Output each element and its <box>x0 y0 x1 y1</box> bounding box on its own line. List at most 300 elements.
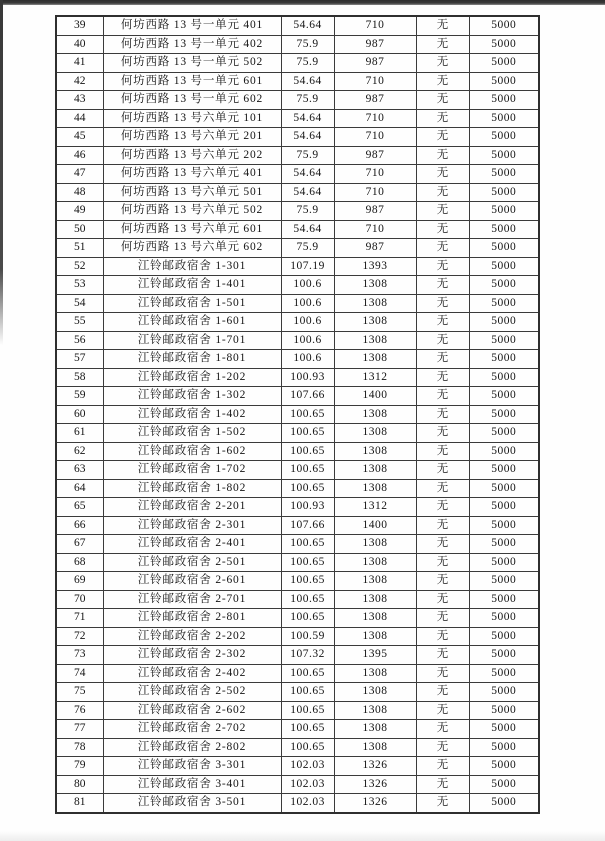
remark-cell: 无 <box>416 387 469 406</box>
row-number-cell: 63 <box>56 461 103 480</box>
table-row <box>56 757 539 776</box>
table-row <box>56 257 539 276</box>
remark-cell: 无 <box>416 627 469 646</box>
deposit-cell: 5000 <box>469 331 539 350</box>
deposit-cell: 5000 <box>469 794 539 813</box>
deposit-cell: 5000 <box>469 720 539 739</box>
area-cell: 100.65 <box>281 683 334 702</box>
area-cell: 54.64 <box>281 72 334 91</box>
address-cell: 江铃邮政宿舍 1-701 <box>103 331 281 350</box>
row-number-cell: 78 <box>56 738 103 757</box>
table-row <box>56 128 539 147</box>
address-cell: 江铃邮政宿舍 1-801 <box>103 350 281 369</box>
table-row <box>56 91 539 110</box>
deposit-cell: 5000 <box>469 738 539 757</box>
area-cell: 54.64 <box>281 16 334 35</box>
table-row <box>56 202 539 221</box>
remark-cell: 无 <box>416 257 469 276</box>
table-row <box>56 387 539 406</box>
remark-cell: 无 <box>416 294 469 313</box>
rent-cell: 1308 <box>334 701 416 720</box>
remark-cell: 无 <box>416 202 469 221</box>
deposit-cell: 5000 <box>469 91 539 110</box>
area-cell: 100.93 <box>281 368 334 387</box>
remark-cell: 无 <box>416 646 469 665</box>
rent-cell: 710 <box>334 165 416 184</box>
table-row <box>56 313 539 332</box>
table-row <box>56 239 539 258</box>
address-cell: 江铃邮政宿舍 2-301 <box>103 516 281 535</box>
rent-cell: 710 <box>334 183 416 202</box>
address-cell: 何坊西路 13 号六单元 201 <box>103 128 281 147</box>
table-row <box>56 572 539 591</box>
address-cell: 江铃邮政宿舍 1-202 <box>103 368 281 387</box>
remark-cell: 无 <box>416 183 469 202</box>
deposit-cell: 5000 <box>469 664 539 683</box>
row-number-cell: 44 <box>56 109 103 128</box>
address-cell: 江铃邮政宿舍 2-702 <box>103 720 281 739</box>
deposit-cell: 5000 <box>469 609 539 628</box>
deposit-cell: 5000 <box>469 16 539 35</box>
area-cell: 75.9 <box>281 202 334 221</box>
table-row <box>56 72 539 91</box>
scan-top-edge-artifact <box>0 0 605 5</box>
rent-cell: 1308 <box>334 294 416 313</box>
remark-cell: 无 <box>416 553 469 572</box>
rent-cell: 1308 <box>334 609 416 628</box>
row-number-cell: 39 <box>56 16 103 35</box>
deposit-cell: 5000 <box>469 35 539 54</box>
rent-cell: 1308 <box>334 590 416 609</box>
area-cell: 107.66 <box>281 387 334 406</box>
row-number-cell: 42 <box>56 72 103 91</box>
table-row <box>56 35 539 54</box>
address-cell: 江铃邮政宿舍 1-502 <box>103 424 281 443</box>
deposit-cell: 5000 <box>469 350 539 369</box>
table-row <box>56 720 539 739</box>
rent-cell: 710 <box>334 109 416 128</box>
address-cell: 何坊西路 13 号六单元 202 <box>103 146 281 165</box>
area-cell: 54.64 <box>281 109 334 128</box>
table-row <box>56 405 539 424</box>
area-cell: 100.65 <box>281 609 334 628</box>
table-row <box>56 664 539 683</box>
area-cell: 100.65 <box>281 535 334 554</box>
address-cell: 江铃邮政宿舍 2-601 <box>103 572 281 591</box>
area-cell: 100.65 <box>281 738 334 757</box>
rent-cell: 1400 <box>334 516 416 535</box>
address-cell: 何坊西路 13 号一单元 601 <box>103 72 281 91</box>
address-cell: 江铃邮政宿舍 2-202 <box>103 627 281 646</box>
row-number-cell: 81 <box>56 794 103 813</box>
row-number-cell: 67 <box>56 535 103 554</box>
table-row <box>56 368 539 387</box>
deposit-cell: 5000 <box>469 72 539 91</box>
area-cell: 100.65 <box>281 664 334 683</box>
area-cell: 100.65 <box>281 405 334 424</box>
row-number-cell: 68 <box>56 553 103 572</box>
rent-cell: 1308 <box>334 479 416 498</box>
rent-cell: 1312 <box>334 498 416 517</box>
remark-cell: 无 <box>416 664 469 683</box>
row-number-cell: 40 <box>56 35 103 54</box>
deposit-cell: 5000 <box>469 516 539 535</box>
deposit-cell: 5000 <box>469 202 539 221</box>
table-row <box>56 609 539 628</box>
scan-bottom-edge-artifact <box>0 831 605 841</box>
table-row <box>56 627 539 646</box>
rent-cell: 987 <box>334 146 416 165</box>
area-cell: 100.65 <box>281 553 334 572</box>
deposit-cell: 5000 <box>469 701 539 720</box>
area-cell: 100.65 <box>281 701 334 720</box>
row-number-cell: 59 <box>56 387 103 406</box>
area-cell: 54.64 <box>281 128 334 147</box>
remark-cell: 无 <box>416 35 469 54</box>
address-cell: 江铃邮政宿舍 2-201 <box>103 498 281 517</box>
remark-cell: 无 <box>416 313 469 332</box>
deposit-cell: 5000 <box>469 775 539 794</box>
table-row <box>56 553 539 572</box>
area-cell: 100.65 <box>281 720 334 739</box>
table-row <box>56 646 539 665</box>
rent-cell: 1308 <box>334 683 416 702</box>
row-number-cell: 57 <box>56 350 103 369</box>
table-row <box>56 109 539 128</box>
table-row <box>56 442 539 461</box>
address-cell: 何坊西路 13 号六单元 101 <box>103 109 281 128</box>
row-number-cell: 50 <box>56 220 103 239</box>
row-number-cell: 56 <box>56 331 103 350</box>
address-cell: 江铃邮政宿舍 2-401 <box>103 535 281 554</box>
rent-cell: 1308 <box>334 553 416 572</box>
area-cell: 100.6 <box>281 331 334 350</box>
rent-cell: 1308 <box>334 535 416 554</box>
table-row <box>56 535 539 554</box>
row-number-cell: 55 <box>56 313 103 332</box>
deposit-cell: 5000 <box>469 257 539 276</box>
row-number-cell: 77 <box>56 720 103 739</box>
table-row <box>56 590 539 609</box>
table-row <box>56 498 539 517</box>
rent-cell: 1308 <box>334 313 416 332</box>
remark-cell: 无 <box>416 683 469 702</box>
remark-cell: 无 <box>416 720 469 739</box>
row-number-cell: 58 <box>56 368 103 387</box>
rent-cell: 987 <box>334 35 416 54</box>
table-row <box>56 331 539 350</box>
deposit-cell: 5000 <box>469 442 539 461</box>
scan-left-edge-artifact <box>0 0 3 345</box>
rent-cell: 1308 <box>334 720 416 739</box>
row-number-cell: 65 <box>56 498 103 517</box>
table-row <box>56 683 539 702</box>
row-number-cell: 51 <box>56 239 103 258</box>
deposit-cell: 5000 <box>469 498 539 517</box>
deposit-cell: 5000 <box>469 424 539 443</box>
area-cell: 107.32 <box>281 646 334 665</box>
address-cell: 江铃邮政宿舍 1-601 <box>103 313 281 332</box>
rent-cell: 987 <box>334 239 416 258</box>
table-row <box>56 165 539 184</box>
remark-cell: 无 <box>416 775 469 794</box>
row-number-cell: 60 <box>56 405 103 424</box>
table-row <box>56 424 539 443</box>
area-cell: 100.65 <box>281 442 334 461</box>
address-cell: 何坊西路 13 号一单元 502 <box>103 54 281 73</box>
rental-listing-table <box>55 15 540 814</box>
remark-cell: 无 <box>416 757 469 776</box>
deposit-cell: 5000 <box>469 461 539 480</box>
row-number-cell: 41 <box>56 54 103 73</box>
table-row <box>56 479 539 498</box>
address-cell: 江铃邮政宿舍 1-702 <box>103 461 281 480</box>
rent-cell: 1326 <box>334 757 416 776</box>
row-number-cell: 43 <box>56 91 103 110</box>
address-cell: 江铃邮政宿舍 2-402 <box>103 664 281 683</box>
deposit-cell: 5000 <box>469 183 539 202</box>
deposit-cell: 5000 <box>469 368 539 387</box>
remark-cell: 无 <box>416 461 469 480</box>
rent-cell: 1308 <box>334 572 416 591</box>
rent-cell: 710 <box>334 128 416 147</box>
row-number-cell: 48 <box>56 183 103 202</box>
row-number-cell: 72 <box>56 627 103 646</box>
table-row <box>56 350 539 369</box>
remark-cell: 无 <box>416 535 469 554</box>
area-cell: 54.64 <box>281 183 334 202</box>
area-cell: 102.03 <box>281 775 334 794</box>
address-cell: 何坊西路 13 号一单元 602 <box>103 91 281 110</box>
address-cell: 江铃邮政宿舍 3-501 <box>103 794 281 813</box>
remark-cell: 无 <box>416 738 469 757</box>
rent-cell: 1326 <box>334 794 416 813</box>
address-cell: 江铃邮政宿舍 3-301 <box>103 757 281 776</box>
row-number-cell: 74 <box>56 664 103 683</box>
area-cell: 54.64 <box>281 220 334 239</box>
area-cell: 75.9 <box>281 54 334 73</box>
row-number-cell: 54 <box>56 294 103 313</box>
row-number-cell: 52 <box>56 257 103 276</box>
area-cell: 100.6 <box>281 313 334 332</box>
address-cell: 何坊西路 13 号一单元 401 <box>103 16 281 35</box>
address-cell: 江铃邮政宿舍 2-602 <box>103 701 281 720</box>
deposit-cell: 5000 <box>469 294 539 313</box>
remark-cell: 无 <box>416 516 469 535</box>
area-cell: 54.64 <box>281 165 334 184</box>
deposit-cell: 5000 <box>469 387 539 406</box>
remark-cell: 无 <box>416 350 469 369</box>
table-row <box>56 775 539 794</box>
address-cell: 江铃邮政宿舍 2-802 <box>103 738 281 757</box>
deposit-cell: 5000 <box>469 572 539 591</box>
address-cell: 江铃邮政宿舍 2-502 <box>103 683 281 702</box>
deposit-cell: 5000 <box>469 54 539 73</box>
remark-cell: 无 <box>416 609 469 628</box>
table-row <box>56 294 539 313</box>
remark-cell: 无 <box>416 424 469 443</box>
row-number-cell: 75 <box>56 683 103 702</box>
deposit-cell: 5000 <box>469 553 539 572</box>
remark-cell: 无 <box>416 331 469 350</box>
row-number-cell: 45 <box>56 128 103 147</box>
address-cell: 江铃邮政宿舍 1-501 <box>103 294 281 313</box>
address-cell: 江铃邮政宿舍 1-802 <box>103 479 281 498</box>
rent-cell: 987 <box>334 91 416 110</box>
remark-cell: 无 <box>416 572 469 591</box>
rent-cell: 1308 <box>334 424 416 443</box>
address-cell: 江铃邮政宿舍 1-401 <box>103 276 281 295</box>
address-cell: 江铃邮政宿舍 2-302 <box>103 646 281 665</box>
rent-cell: 1308 <box>334 331 416 350</box>
row-number-cell: 80 <box>56 775 103 794</box>
remark-cell: 无 <box>416 590 469 609</box>
remark-cell: 无 <box>416 368 469 387</box>
table-row <box>56 794 539 813</box>
table-row <box>56 738 539 757</box>
address-cell: 何坊西路 13 号六单元 602 <box>103 239 281 258</box>
address-cell: 何坊西路 13 号六单元 601 <box>103 220 281 239</box>
deposit-cell: 5000 <box>469 757 539 776</box>
address-cell: 江铃邮政宿舍 1-302 <box>103 387 281 406</box>
address-cell: 江铃邮政宿舍 1-402 <box>103 405 281 424</box>
row-number-cell: 49 <box>56 202 103 221</box>
area-cell: 100.93 <box>281 498 334 517</box>
rent-cell: 1326 <box>334 775 416 794</box>
deposit-cell: 5000 <box>469 590 539 609</box>
address-cell: 何坊西路 13 号六单元 502 <box>103 202 281 221</box>
area-cell: 100.65 <box>281 590 334 609</box>
row-number-cell: 71 <box>56 609 103 628</box>
address-cell: 江铃邮政宿舍 3-401 <box>103 775 281 794</box>
row-number-cell: 47 <box>56 165 103 184</box>
row-number-cell: 79 <box>56 757 103 776</box>
row-number-cell: 62 <box>56 442 103 461</box>
rent-cell: 1308 <box>334 442 416 461</box>
remark-cell: 无 <box>416 109 469 128</box>
rent-cell: 1308 <box>334 738 416 757</box>
row-number-cell: 61 <box>56 424 103 443</box>
address-cell: 江铃邮政宿舍 1-301 <box>103 257 281 276</box>
rent-cell: 1393 <box>334 257 416 276</box>
remark-cell: 无 <box>416 128 469 147</box>
remark-cell: 无 <box>416 165 469 184</box>
deposit-cell: 5000 <box>469 683 539 702</box>
table-row <box>56 54 539 73</box>
row-number-cell: 70 <box>56 590 103 609</box>
area-cell: 102.03 <box>281 757 334 776</box>
rent-cell: 987 <box>334 54 416 73</box>
deposit-cell: 5000 <box>469 128 539 147</box>
address-cell: 何坊西路 13 号六单元 401 <box>103 165 281 184</box>
row-number-cell: 53 <box>56 276 103 295</box>
row-number-cell: 66 <box>56 516 103 535</box>
rent-cell: 1395 <box>334 646 416 665</box>
rent-cell: 1308 <box>334 627 416 646</box>
remark-cell: 无 <box>416 146 469 165</box>
remark-cell: 无 <box>416 16 469 35</box>
area-cell: 75.9 <box>281 35 334 54</box>
rent-cell: 1308 <box>334 664 416 683</box>
area-cell: 100.6 <box>281 276 334 295</box>
rent-cell: 1312 <box>334 368 416 387</box>
row-number-cell: 64 <box>56 479 103 498</box>
deposit-cell: 5000 <box>469 535 539 554</box>
address-cell: 江铃邮政宿舍 2-801 <box>103 609 281 628</box>
deposit-cell: 5000 <box>469 239 539 258</box>
area-cell: 102.03 <box>281 794 334 813</box>
table-row <box>56 701 539 720</box>
remark-cell: 无 <box>416 72 469 91</box>
table-row <box>56 276 539 295</box>
deposit-cell: 5000 <box>469 405 539 424</box>
deposit-cell: 5000 <box>469 276 539 295</box>
row-number-cell: 46 <box>56 146 103 165</box>
deposit-cell: 5000 <box>469 146 539 165</box>
address-cell: 江铃邮政宿舍 2-501 <box>103 553 281 572</box>
row-number-cell: 76 <box>56 701 103 720</box>
rent-cell: 1308 <box>334 276 416 295</box>
rent-cell: 710 <box>334 72 416 91</box>
table-body <box>56 16 539 813</box>
area-cell: 100.6 <box>281 294 334 313</box>
remark-cell: 无 <box>416 220 469 239</box>
area-cell: 100.65 <box>281 572 334 591</box>
rent-cell: 987 <box>334 202 416 221</box>
area-cell: 75.9 <box>281 91 334 110</box>
address-cell: 江铃邮政宿舍 1-602 <box>103 442 281 461</box>
deposit-cell: 5000 <box>469 220 539 239</box>
row-number-cell: 73 <box>56 646 103 665</box>
table-row <box>56 16 539 35</box>
address-cell: 江铃邮政宿舍 2-701 <box>103 590 281 609</box>
rent-cell: 1308 <box>334 461 416 480</box>
row-number-cell: 69 <box>56 572 103 591</box>
remark-cell: 无 <box>416 701 469 720</box>
deposit-cell: 5000 <box>469 479 539 498</box>
table-row <box>56 220 539 239</box>
deposit-cell: 5000 <box>469 646 539 665</box>
table-row <box>56 183 539 202</box>
remark-cell: 无 <box>416 239 469 258</box>
deposit-cell: 5000 <box>469 109 539 128</box>
remark-cell: 无 <box>416 276 469 295</box>
remark-cell: 无 <box>416 794 469 813</box>
address-cell: 何坊西路 13 号一单元 402 <box>103 35 281 54</box>
area-cell: 100.65 <box>281 461 334 480</box>
deposit-cell: 5000 <box>469 313 539 332</box>
remark-cell: 无 <box>416 479 469 498</box>
area-cell: 107.19 <box>281 257 334 276</box>
area-cell: 100.65 <box>281 479 334 498</box>
table-row <box>56 516 539 535</box>
table-row <box>56 146 539 165</box>
remark-cell: 无 <box>416 498 469 517</box>
remark-cell: 无 <box>416 405 469 424</box>
table-row <box>56 461 539 480</box>
rent-cell: 710 <box>334 220 416 239</box>
deposit-cell: 5000 <box>469 165 539 184</box>
rent-cell: 1400 <box>334 387 416 406</box>
remark-cell: 无 <box>416 54 469 73</box>
remark-cell: 无 <box>416 91 469 110</box>
rent-cell: 710 <box>334 16 416 35</box>
deposit-cell: 5000 <box>469 627 539 646</box>
area-cell: 100.65 <box>281 424 334 443</box>
area-cell: 100.59 <box>281 627 334 646</box>
address-cell: 何坊西路 13 号六单元 501 <box>103 183 281 202</box>
area-cell: 100.6 <box>281 350 334 369</box>
